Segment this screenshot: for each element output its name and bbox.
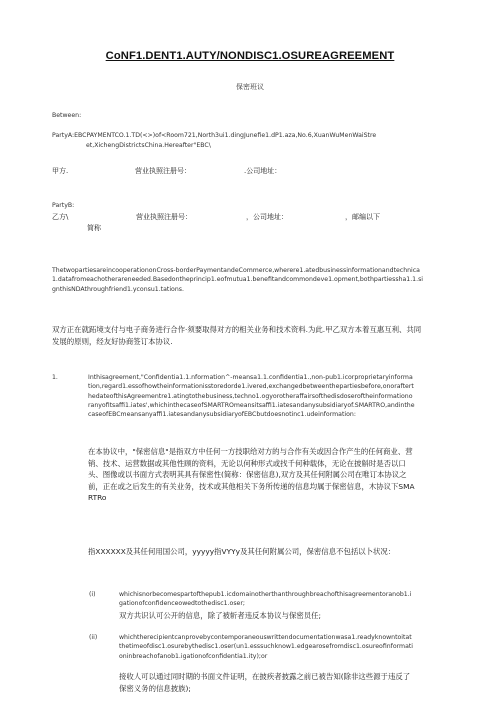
party-a-line-2: et,XichengDistrictsChina.Hereafter"EBC\ bbox=[86, 142, 211, 149]
between-label: Between: bbox=[52, 112, 82, 119]
clause-1-chinese: 在本协议中，"保密信息"是指双方中任何一方技职给对方的与合作有关或因合作产生的任何商业、营销、技术、运营数据或其他性顾的资料，无论以何种形式或找千何种载体，无论在披斛时是否以口头、图像或以书面方式表明其具有保密性(简称：保密信息),双方及其任何附属公司在唯订本协议之前，正在或之后发生的有关业务，技术或其他相关下务所传递的信息均属于保密信息，木协议下SMARTRo bbox=[88, 447, 415, 503]
party-a-address-label: .公司地址： bbox=[244, 167, 282, 175]
clause-1-english: Inthisagreement,"Confidentia1.1.nformation^-meansa1.1.confidentia1.,non-pub1.icorproprietaryinformation,regard1.essofhowtheinformationisstoredorde1.ivered,exchangedbetweenthepartiesbefore,onorafterthedateofthisAgreementre1.atingtothebusiness,techno1.ogyorotheraffairsofthedisdoseroftheinformationoranyofitsaffi1.iates',whichinthecaseofSMARTROmeansitsaffi1.iatesandanysubsidiaryof.SMARTRO,andinthecaseofEBCmeansanyaffi1.iatesandanysubsidiaryofEBCbutdoesnotinc1.udeinformation: bbox=[88, 374, 415, 419]
party-a-line-1: PartyA:EBCPAYMENTCO.1.TD(<>)of<Room721,North3ui1.dingJunefie1.dP1.aza,No.6,XuanWuMenWaiStre bbox=[52, 132, 377, 139]
sub-clause-ii-label: (ii) bbox=[89, 634, 98, 641]
sub-clause-ii-english: whichtherecipientcanprovebycontemporaneouswrittendocumentationwasa1.readyknowntoitatthetimeofdisc1.osurebythedisc1.oser(un1.esssuchknow1.edgearosefromdisc1.osureofinformationinbreachofanob1.igationofconfidentia1.ity);or bbox=[119, 634, 414, 660]
party-b-label: PartyB: bbox=[52, 202, 75, 209]
sub-clause-i-english: whichisnorbecomespartofthepub1.icdomainotherthanthroughbreachofthisagreementoranob1.igationofconfidenceowedtothedisc1.oser; bbox=[119, 591, 412, 608]
party-a-cn-label: 甲方. bbox=[52, 167, 69, 175]
party-b-license-label: 营业执照注册号： bbox=[136, 213, 192, 221]
sub-clause-i-label: (i) bbox=[89, 591, 96, 598]
document-title: CoNF1.DENT1.AUTY/NONDISC1.OSUREAGREEMENT bbox=[105, 50, 395, 62]
clause-1-exceptions-chinese: 指XXXXXX及其任何用国公司，yyyyy指VYYy及其任何附属公司，保密信息不包括以卜状况： bbox=[88, 547, 396, 556]
party-a-license-label: 营业执照注册号： bbox=[135, 167, 191, 175]
intro-english: ThetwopartiesareincooperationonCross-borderPaymentandeCommerce,wherere1.atedbusinessinformationandtechnica1.datafromeachotherareneeded.Basedontheprincip1.eofmutua1.benefitandcommondeve1.opment,bothpartiessha1.1.signthisNDAthroughfriend1.yconsu1.tations. bbox=[52, 267, 424, 293]
party-b-short-label: ，邮编以下 bbox=[345, 213, 380, 221]
party-b-address-label: ，公司地址： bbox=[246, 213, 288, 221]
party-b-short-label-2: 简称 bbox=[87, 224, 101, 232]
intro-chinese: 双方正在就跖境支付与电子商务进行合作·须要取得对方的相关业务和技术资料.为此.甲乙双方本着互惠互利、共同发展的原则，经友好协商签订本协议. bbox=[52, 325, 422, 346]
clause-1-number: 1. bbox=[52, 374, 58, 381]
party-b-cn-label: 乙方\ bbox=[52, 213, 69, 221]
sub-clause-ii-chinese: 接收人可以通过同时期的书面文件证明，在披疾者披露之前已被告知(除非这些源于违反了保密义务的信息披族); bbox=[119, 672, 411, 693]
sub-clause-i-chinese: 双方共识认可公开的信息，除了被斩者违反本协议与保密员任; bbox=[119, 611, 322, 620]
document-subtitle: 保密班议 bbox=[236, 83, 264, 91]
